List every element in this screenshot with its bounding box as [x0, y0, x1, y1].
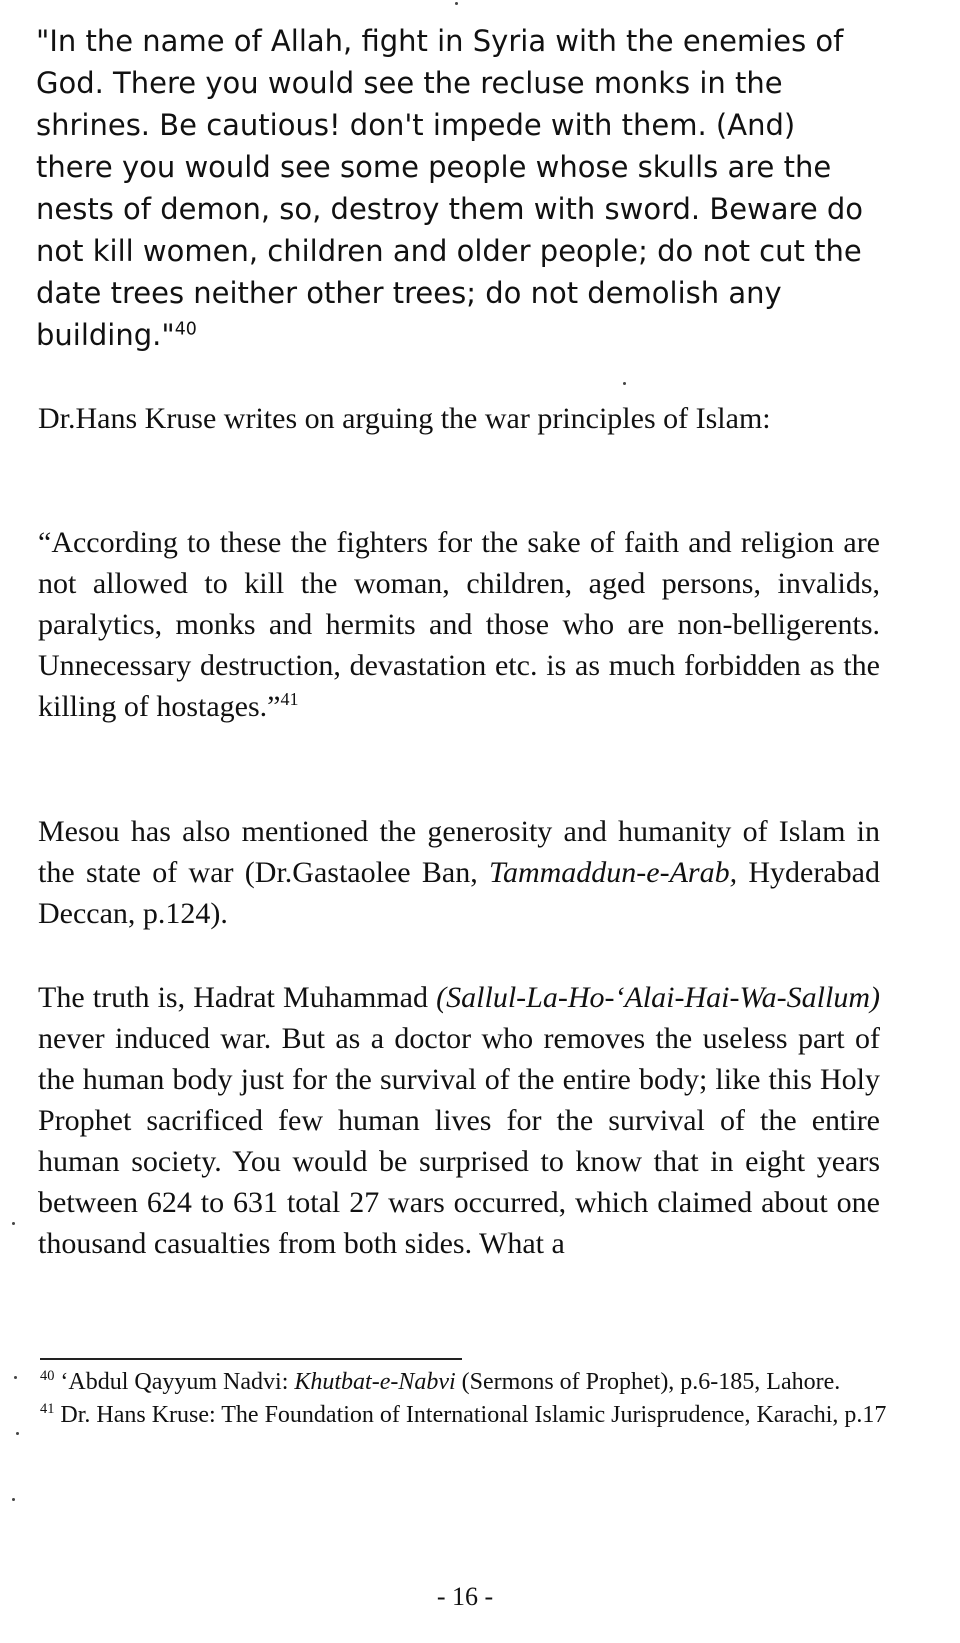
- scan-speck: [12, 1498, 15, 1501]
- footnote-divider: [40, 1358, 462, 1360]
- paragraph-mesou-after-title: Hyderabad Deccan, p.124).: [38, 856, 880, 930]
- paragraph-truth-after-italic: never induced war. But as a doctor who removes the useless part of the human body just for the survival of the entire body; like this Holy Prophet sacrificed few human lives for the survival of the entire human society. You would be surprised to know that in eight years between 624 to 631 total 27 wars occurred, which claimed about one thousand casualties from both sides. What a: [38, 1022, 880, 1260]
- paragraph-mesou-before-title: Mesou has also mentioned the generosity and humanity of Islam in the state of war (Dr.Gastaolee Ban,: [38, 815, 880, 889]
- scan-speck: [623, 382, 626, 385]
- quote-kruse: [38, 522, 880, 727]
- paragraph-mesou: [38, 811, 880, 934]
- footnote-number-41: 41: [40, 1401, 55, 1417]
- footnote-40-before-italic: ‘Abdul Qayyum Nadvi:: [54, 1369, 295, 1395]
- quote-kruse-text: “According to these the fighters for the sake of faith and religion are not allowed to kill the woman, children, aged persons, invalids, paralytics, monks and hermits and those who are non-belligerents. Unnecessary destruction, devastation etc. is as much forbidden as the killing of hostages.”: [38, 526, 880, 723]
- salutation-italic: (Sallul-La-Ho-‘Alai-Hai-Wa-Sallum): [436, 981, 880, 1014]
- footnote-ref-40: 40: [174, 319, 197, 340]
- scan-speck: [455, 2, 458, 5]
- footnote-40-after-italic: (Sermons of Prophet), p.6-185, Lahore.: [455, 1369, 841, 1395]
- footnote-41-text: Dr. Hans Kruse: The Foundation of International Islamic Jurisprudence, Karachi, p.17: [54, 1402, 887, 1428]
- quote-arabic-translation-text: "In the name of Allah, fight in Syria with the enemies of God. There you would see the recluse monks in the shrines. Be cautious! don't impede with them. (And) there you would see some people whose skulls are the nests of demon, so, destroy them with sword. Beware do not kill women, children and older people; do not cut the date trees neither other trees; do not demolish any building.": [36, 24, 864, 352]
- paragraph-truth-before-italic: The truth is, Hadrat Muhammad: [38, 981, 437, 1014]
- footnotes-section: [40, 1366, 890, 1432]
- scan-speck: [16, 1432, 19, 1435]
- footnote-ref-41: 41: [280, 689, 299, 709]
- footnote-40-title: Khutbat-e-Nabvi: [294, 1369, 456, 1395]
- scan-speck: [12, 1222, 15, 1225]
- book-title-tammaddun: Tammaddun-e-Arab,: [489, 856, 738, 889]
- quote-arabic-translation: [36, 20, 878, 356]
- paragraph-truth: [38, 977, 880, 1264]
- paragraph-kruse-intro: Dr.Hans Kruse writes on arguing the war principles of Islam:: [38, 402, 771, 435]
- footnote-40: [40, 1366, 890, 1399]
- scan-speck: [14, 1376, 17, 1379]
- footnote-number-40: 40: [40, 1368, 55, 1384]
- page-number: - 16 -: [436, 1582, 494, 1611]
- footnote-41: [40, 1399, 890, 1432]
